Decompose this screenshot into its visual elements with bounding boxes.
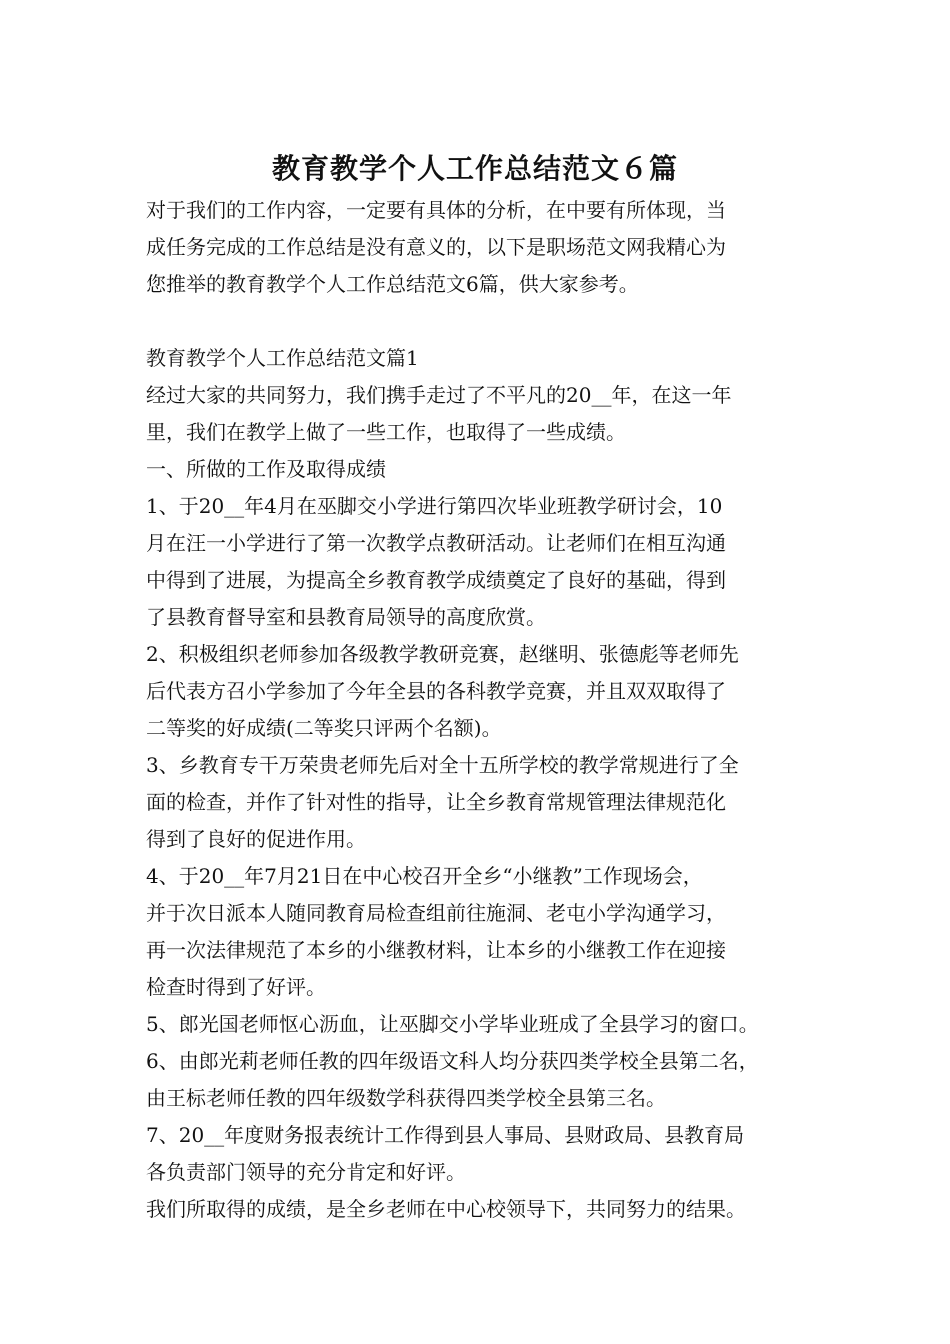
body-line: 后代表方召小学参加了今年全县的各科教学竞赛，并且双双取得了 <box>146 679 726 703</box>
intro-line: 对于我们的工作内容，一定要有具体的分析，在中要有所体现，当 <box>146 198 726 222</box>
body-line: 4、于20__年7月21日在中心校召开全乡“小继教”工作现场会， <box>146 864 703 888</box>
body-line: 再一次法律规范了本乡的小继教材料，让本乡的小继教工作在迎接 <box>146 938 726 962</box>
body-line: 7、20__年度财务报表统计工作得到县人事局、县财政局、县教育局 <box>146 1123 745 1147</box>
body-line: 2、积极组织老师参加各级教学教研竞赛，赵继明、张德彪等老师先 <box>146 642 739 666</box>
body-line: 6、由郎光莉老师任教的四年级语文科人均分获四类学校全县第二名， <box>146 1049 759 1073</box>
body-line: 面的检查，并作了针对性的指导，让全乡教育常规管理法律规范化 <box>146 790 726 814</box>
body-line: 中得到了进展，为提高全乡教育教学成绩奠定了良好的基础，得到 <box>146 568 726 592</box>
document-body <box>146 192 830 1228</box>
subsection-heading: 一、所做的工作及取得成绩 <box>146 457 386 481</box>
body-line: 各负责部门领导的充分肯定和好评。 <box>146 1160 466 1184</box>
section-heading: 教育教学个人工作总结范文篇1 <box>146 346 419 370</box>
intro-paragraph <box>146 192 830 303</box>
body-line: 得到了良好的促进作用。 <box>146 827 366 851</box>
document-title: 教育教学个人工作总结范文６篇 <box>271 151 678 185</box>
intro-line: 成任务完成的工作总结是没有意义的，以下是职场范文网我精心为 <box>146 235 726 259</box>
body-line: 检查时得到了好评。 <box>146 975 326 999</box>
body-line: 并于次日派本人随同教育局检查组前往施洞、老屯小学沟通学习， <box>146 901 726 925</box>
intro-line: 您推举的教育教学个人工作总结范文6篇，供大家参考。 <box>146 272 639 296</box>
body-line: 月在汪一小学进行了第一次教学点教研活动。让老师们在相互沟通 <box>146 531 726 555</box>
body-line: 由王标老师任教的四年级数学科获得四类学校全县第三名。 <box>146 1086 666 1110</box>
body-line: 3、乡教育专干万荣贵老师先后对全十五所学校的教学常规进行了全 <box>146 753 739 777</box>
body-line: 里，我们在教学上做了一些工作，也取得了一些成绩。 <box>146 420 626 444</box>
body-line: 5、郎光国老师怄心沥血，让巫脚交小学毕业班成了全县学习的窗口。 <box>146 1012 759 1036</box>
body-line: 我们所取得的成绩，是全乡老师在中心校领导下，共同努力的结果。 <box>146 1197 746 1221</box>
body-line: 经过大家的共同努力，我们携手走过了不平凡的20__年，在这一年 <box>146 383 732 407</box>
body-line: 了县教育督导室和县教育局领导的高度欣赏。 <box>146 605 546 629</box>
body-line: 1、于20__年4月在巫脚交小学进行第四次毕业班教学研讨会，10 <box>146 494 723 518</box>
body-line: 二等奖的好成绩(二等奖只评两个名额)。 <box>146 716 502 740</box>
